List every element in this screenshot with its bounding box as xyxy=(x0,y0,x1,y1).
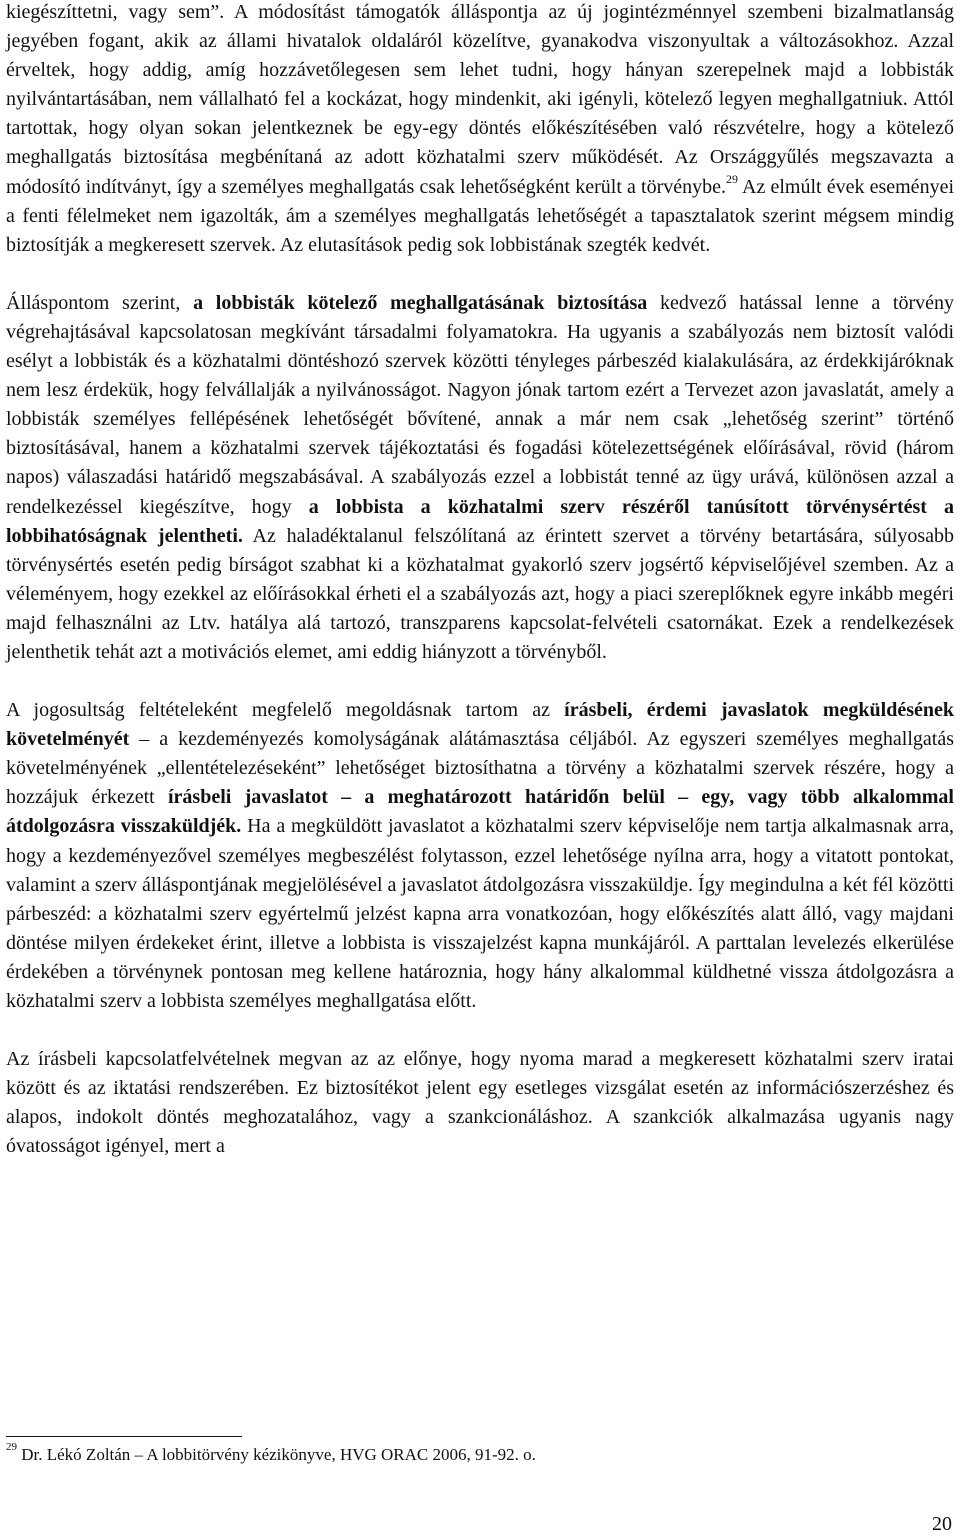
text-run: Ha a megküldött javaslatot a közhatalmi szerv képviselője nem tartja alkalmasnak arra, hogy a kezdeményezővel személyes megbeszélést folytasson, ezzel lehetősége nyílna arra, hogy a vitatott pontokat, valamint a szerv álláspontjának megjelölésével a javaslatot átdolgozásra visszaküldje. Így megindulna a két fél közötti párbeszéd: a közhatalmi szerv egyértelmű jelzést kapna arra vonatkozóan, hogy előkészítés alatt álló, vagy majdani döntése milyen érdekeket érint, illetve a lobbista is visszajelzést kapna munkájáról. A parttalan levelezés elkerülése érdekében a törvénynek pontosan meg kellene határoznia, hogy hány alkalommal küldhetné vissza átdolgozásra a közhatalmi szerv a lobbista személyes meghallgatása előtt. xyxy=(6,815,955,1012)
text-run: Az írásbeli kapcsolatfelvételnek megvan az az előnye, hogy nyoma marad a megkeresett közhatalmi szerv iratai között és az iktatási rendszerében. Ez biztosítékot jelent egy esetleges vizsgálat esetén az információszerzéshez és alapos, indokolt döntés meghozatalához, vagy a szankcionáláshoz. A szankciók alkalmazása ugyanis nagy óvatosságot igényel, mert a xyxy=(6,1048,954,1158)
text-run: kedvező hatással lenne a törvény végrehajtásával kapcsolatosan megkívánt társadalmi folyamatokra. Ha ugyanis a szabályozás nem biztosít valódi esélyt a lobbisták és a közhatalmi döntéshozó szervek közötti tényleges párbeszéd kialakulására, az érdekkijáróknak nem lesz érdekük, hogy felvállalják a nyilvánosságot. Nagyon jónak tartom ezért a Tervezet azon javaslatát, amely a lobbisták személyes fellépésének lehetőségét bővítené, annak a már nem csak „lehetőség szerint” történő biztosításával, hanem a közhatalmi szervek tájékoztatási és fogadási kötelezettségének előírásával, rövid (három napos) válaszadási határidő megszabásával. A szabályozás ezzel a lobbistát tenné az ügy urává, különösen azzal a rendelkezéssel kiegészítve, hogy xyxy=(6,291,955,518)
text-run: A jogosultság feltételeként megfelelő megoldásnak tartom az xyxy=(6,699,565,722)
body-text xyxy=(6,0,954,1161)
footnote-number: 29 xyxy=(6,1441,17,1454)
text-run: – a kezdeményezés komolyságának alátámasztása céljából. Az egyszeri személyes meghallgatás követelményének „ellentételezéseként” lehetőséget biztosíthatna a törvény a közhatalmi szervek részére, hogy a hozzájuk érkezett xyxy=(6,728,954,809)
paragraph-2 xyxy=(6,289,954,667)
emphasis-text: a lobbista a közhatalmi szerv részéről tanúsított törvénysértést a lobbihatóságnak jelentheti. xyxy=(6,495,955,547)
text-run: Az elmúlt évek eseményei a fenti félelmeket nem igazolták, ám a személyes meghallgatás lehetőségét a tapasztalatok szerint mégsem mindig biztosítják a megkeresett szervek. Az elutasítások pedig sok lobbistának szegték kedvét. xyxy=(6,175,954,256)
paragraph-4 xyxy=(6,1045,954,1161)
emphasis-text: a lobbisták kötelező meghallgatásának biztosítása xyxy=(193,291,648,314)
text-run: Álláspontom szerint, xyxy=(6,291,194,314)
footnote-separator xyxy=(6,1436,242,1437)
paragraph-1 xyxy=(6,0,954,260)
document-page xyxy=(6,0,954,1161)
emphasis-text: írásbeli javaslatot – a meghatározott határidőn belül – egy, vagy több alkalommal átdolgozásra visszaküldjék. xyxy=(6,786,954,838)
footnote-text: Dr. Lékó Zoltán – A lobbitörvény kézikönyve, HVG ORAC 2006, 91-92. o. xyxy=(17,1445,536,1464)
text-run: kiegészíttetni, vagy sem”. A módosítást támogatók álláspontja az új jogintézménnyel szembeni bizalmatlanság jegyében fogant, akik az állami hivatalok oldaláról közelítve, gyanakodva viszonyultak a változásokhoz. Azzal érveltek, hogy addig, amíg hozzávetőlegesen sem lehet tudni, hogy hányan szerepelnek majd a lobbisták nyilvántartásában, nem vállalható fel a kockázat, hogy mindenkit, aki igényli, kötelező legyen meghallgatniuk. Attól tartottak, hogy olyan sokan jelentkeznek be egy-egy döntés előkészítésében való részvételre, hogy a kötelező meghallgatás biztosítása megbénítaná az adott közhatalmi szerv működését. Az Országgyűlés megszavazta a módosító indítványt, így a személyes meghallgatás csak lehetőségként került a törvénybe. xyxy=(6,1,954,198)
page-number: 20 xyxy=(932,1513,952,1535)
emphasis-text: írásbeli, érdemi javaslatok megküldésének követelményét xyxy=(6,699,954,751)
text-run: Az haladéktalanul felszólítaná az érintett szervet a törvény betartására, súlyosabb törvénysértés esetén pedig bírságot szabhat ki a közhatalmat gyakorló szerv jogsértő képviselőjével szemben. Az a véleményem, hogy ezekkel az előírásokkal érheti el a szabályozás azt, hogy a piaci szereplőknek egyre inkább megéri majd felhasználni az Ltv. hatálya alá tartozó, transzparens kapcsolat-felvételi csatornákat. Ezek a rendelkezések jelenthetik tehát azt a motivációs elemet, ami eddig hiányzott a törvényből. xyxy=(6,524,954,663)
footnote-reference: 29 xyxy=(726,171,738,186)
footnote xyxy=(6,1443,536,1467)
paragraph-3 xyxy=(6,696,954,1016)
